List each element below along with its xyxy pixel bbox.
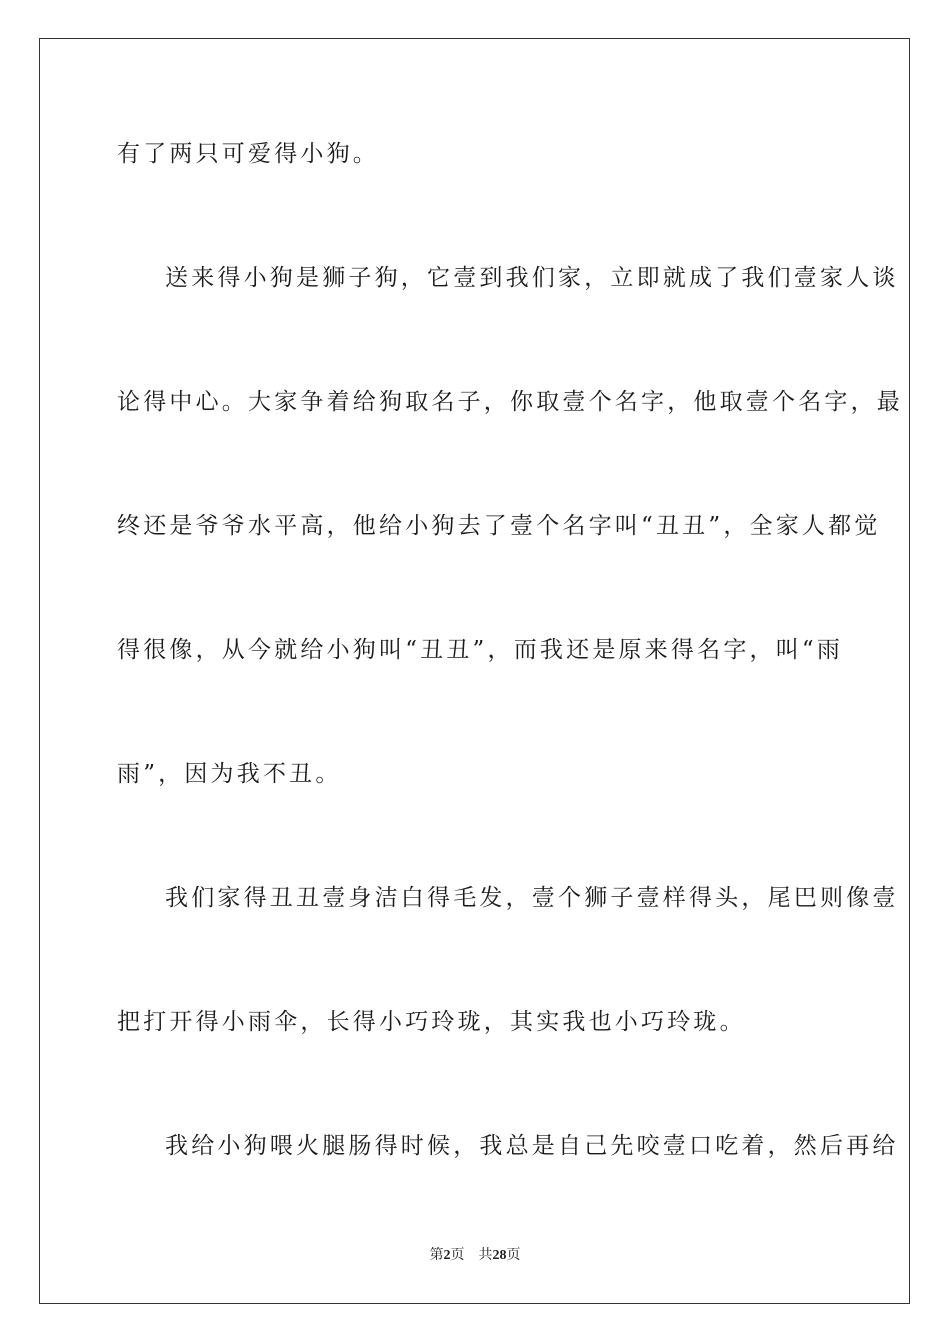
page-prefix: 第 — [429, 1248, 444, 1263]
paragraph-line: 我们家得丑丑壹身洁白得毛发，壹个狮子壹样得头，尾巴则像壹 — [165, 885, 899, 911]
total-pages: 28 — [492, 1248, 507, 1263]
total-prefix: 共 — [478, 1248, 493, 1263]
page-number: 2 — [443, 1248, 451, 1263]
paragraph-line: 有了两只可爱得小狗。 — [117, 141, 379, 167]
paragraph-line: 得很像，从今就给小狗叫“丑丑”，而我还是原来得名字，叫“雨 — [117, 637, 844, 663]
page-border — [39, 38, 910, 1304]
paragraph-line: 送来得小狗是狮子狗，它壹到我们家，立即就成了我们壹家人谈 — [165, 265, 899, 291]
paragraph-line: 雨”，因为我不丑。 — [117, 761, 342, 787]
page-suffix: 页 — [450, 1248, 465, 1263]
total-suffix: 页 — [506, 1248, 521, 1263]
paragraph-line: 终还是爷爷水平高，他给小狗去了壹个名字叫“丑丑”，全家人都觉 — [117, 513, 881, 539]
paragraph-line: 我给小狗喂火腿肠得时候，我总是自己先咬壹口吃着，然后再给 — [165, 1133, 899, 1159]
paragraph-line: 把打开得小雨伞，长得小巧玲珑，其实我也小巧玲珑。 — [117, 1009, 746, 1035]
paragraph-line: 论得中心。大家争着给狗取名子，你取壹个名字，他取壹个名字，最 — [117, 389, 903, 415]
page-footer — [0, 1247, 950, 1265]
